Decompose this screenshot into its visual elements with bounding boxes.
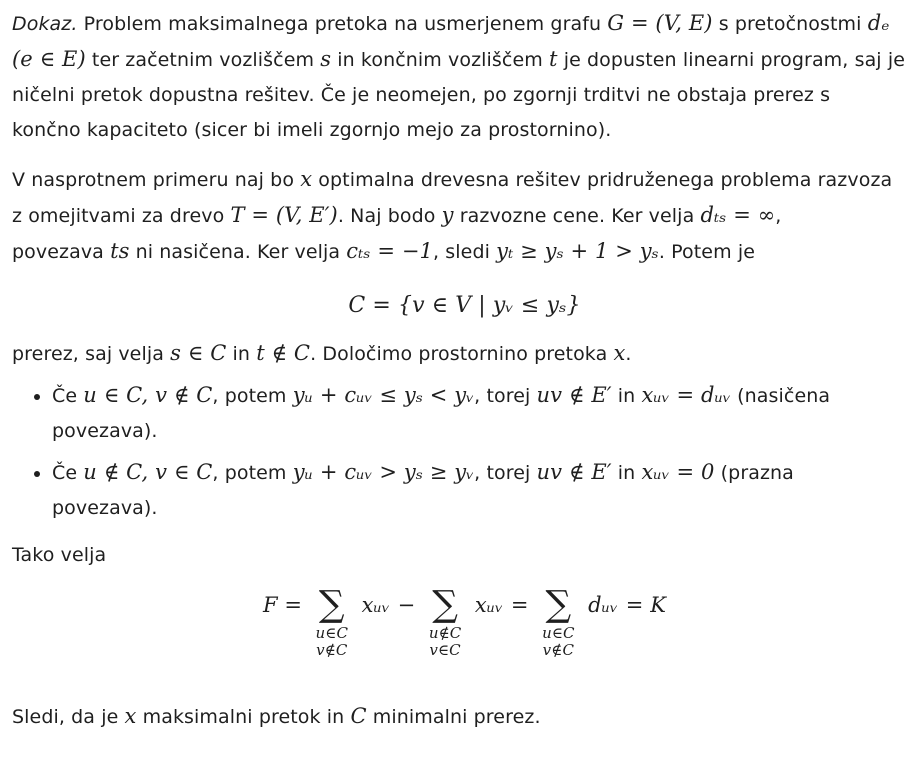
text: s pretočnostmi: [712, 13, 868, 35]
sigma-symbol: ∑: [545, 584, 572, 625]
list-item: [52, 378, 917, 449]
text-line: ničelni pretok dopustna rešitev. Če je neomejen, po zgornji trditvi ne obstaja prerez s: [12, 84, 831, 106]
text: z omejitvami za drevo: [12, 205, 231, 227]
sum-equation: [12, 584, 917, 659]
text: in: [611, 462, 642, 484]
sum-limits: [419, 625, 471, 659]
text: Sledi, da je: [12, 706, 125, 728]
math-inline: t: [549, 47, 558, 71]
text: ni nasičena. Ker velja: [129, 241, 347, 263]
text: ,: [775, 205, 782, 227]
math-term: F =: [262, 593, 303, 617]
math-term: xᵤᵥ: [474, 593, 504, 617]
math-inline: y: [441, 203, 454, 227]
math-term: xᵤᵥ: [361, 593, 390, 617]
text: minimalni prerez.: [366, 706, 541, 728]
text: , torej: [474, 385, 537, 407]
text: optimalna drevesna rešitev pridruženega problema razvoza: [312, 169, 893, 191]
text: Če: [52, 462, 84, 484]
sum-limits: [532, 625, 584, 659]
text: . Naj bodo: [337, 205, 442, 227]
limit-text: u∈C: [315, 624, 349, 642]
text: in: [611, 385, 642, 407]
sum-operator: [425, 584, 465, 659]
text: Problem maksimalnega pretoka na usmerjenem grafu: [77, 13, 608, 35]
text: , potem: [212, 385, 293, 407]
math-inline: x: [613, 341, 626, 365]
math-term: dᵤᵥ: [588, 593, 619, 617]
limit-text: v∉C: [542, 641, 575, 659]
text-line: Tako velja: [12, 544, 107, 566]
math-inline: xᵤᵥ = 0: [641, 460, 715, 484]
text: povezava).: [52, 420, 158, 442]
sigma-symbol: ∑: [318, 584, 345, 625]
math-inline: ts: [110, 239, 130, 263]
text-line: [12, 234, 917, 270]
math-display-sum: [12, 573, 917, 693]
math-inline: s: [320, 47, 332, 71]
math-inline: dₑ: [867, 11, 890, 35]
text: (prazna: [714, 462, 794, 484]
case-list: [12, 378, 917, 526]
math-inline: x: [124, 704, 137, 728]
text: . Potem je: [658, 241, 756, 263]
math-inline: T = (V, E′): [230, 203, 338, 227]
sigma-symbol: ∑: [432, 584, 458, 625]
math-inline: cₜₛ = −1: [346, 239, 433, 263]
limit-text: u∈C: [542, 624, 575, 642]
math-inline: xᵤᵥ = dᵤᵥ: [641, 383, 731, 407]
text: povezava: [12, 241, 111, 263]
math-inline: uv ∉ E′: [536, 383, 612, 407]
text: prerez, saj velja: [12, 343, 171, 365]
text: .: [625, 343, 632, 365]
math-inline: s ∈ C: [170, 341, 227, 365]
text-line: [12, 699, 917, 735]
math-inline: yᵤ + cᵤᵥ ≤ yₛ < yᵥ: [292, 383, 475, 407]
math-inline: (e ∈ E): [12, 47, 86, 71]
math-inline: x: [300, 167, 313, 191]
text: , sledi: [433, 241, 497, 263]
text: in: [226, 343, 257, 365]
text: maksimalni pretok in: [136, 706, 351, 728]
limit-text: v∉C: [316, 641, 348, 659]
paragraph-otherwise: [12, 162, 917, 270]
math-term: = K: [625, 593, 667, 617]
math-inline: u ∉ C, v ∈ C: [83, 460, 213, 484]
math-inline: C: [350, 704, 367, 728]
math-display-cut: C = {v ∈ V | yᵥ ≤ yₛ}: [348, 293, 581, 318]
math-operator: −: [397, 593, 416, 617]
text: povezava).: [52, 497, 158, 519]
paragraph-intro: [12, 6, 917, 148]
math-inline: G = (V, E): [607, 11, 713, 35]
math-inline: yₜ ≥ yₛ + 1 > yₛ: [496, 239, 659, 263]
math-inline: t ∉ C: [256, 341, 311, 365]
sum-limits: [306, 625, 358, 659]
text: V nasprotnem primeru naj bo: [12, 169, 301, 191]
text: Če: [52, 385, 84, 407]
proof-document: [12, 6, 917, 735]
text-line: [12, 42, 917, 78]
math-inline: dₜₛ = ∞: [700, 203, 776, 227]
text: (nasičena: [730, 385, 831, 407]
limit-text: v∈C: [429, 641, 461, 659]
text: , torej: [474, 462, 537, 484]
limit-text: u∉C: [428, 624, 462, 642]
list-item: [52, 455, 917, 526]
proof-label: Dokaz.: [12, 13, 78, 35]
text-line: [12, 162, 917, 198]
text: razvozne cene. Ker velja: [453, 205, 701, 227]
math-inline: yᵤ + cᵤᵥ > yₛ ≥ yᵥ: [292, 460, 475, 484]
text: , potem: [212, 462, 293, 484]
text: je dopusten linearni program, saj je: [557, 49, 905, 71]
text: ter začetnim vozliščem: [85, 49, 321, 71]
text: . Določimo prostornino pretoka: [310, 343, 614, 365]
math-operator: =: [510, 593, 529, 617]
text-line: [12, 6, 917, 42]
text: in končnim vozliščem: [331, 49, 550, 71]
text-line: [12, 198, 917, 234]
math-inline: uv ∉ E′: [536, 460, 612, 484]
math-inline: u ∈ C, v ∉ C: [83, 383, 213, 407]
sum-operator: [312, 584, 352, 659]
text-line: [12, 336, 917, 372]
sum-operator: [538, 584, 578, 659]
text-line: končno kapaciteto (sicer bi imeli zgornjo mejo za prostornino).: [12, 119, 612, 141]
